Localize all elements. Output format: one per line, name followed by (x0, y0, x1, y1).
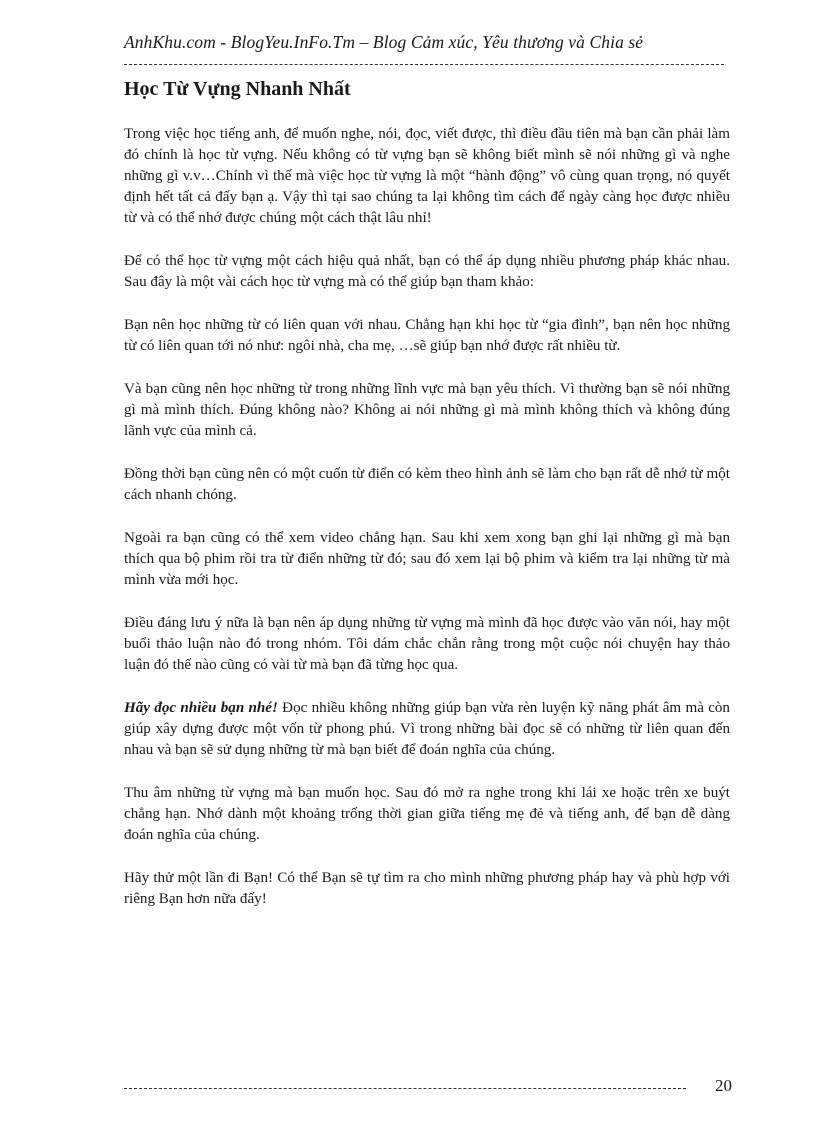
page-header: AnhKhu.com - BlogYeu.InFo.Tm – Blog Cảm xúc, Yêu thương và Chia sẻ (124, 32, 644, 52)
paragraph: Ngoài ra bạn cũng có thể xem video chẳng hạn. Sau khi xem xong bạn ghi lại những gì mà bạn thích qua bộ phim rồi tra từ điển những từ đó; sau đó xem lại bộ phim và kiểm tra lại những từ mà mình vừa mới học. (124, 530, 730, 588)
paragraph: Hãy thử một lần đi Bạn! Có thể Bạn sẽ tự tìm ra cho mình những phương pháp hay và phù hợp với riêng Bạn hơn nữa đấy! (124, 870, 730, 907)
paragraph: Điều đáng lưu ý nữa là bạn nên áp dụng những từ vựng mà mình đã học được vào văn nói, hay một buổi thảo luận nào đó trong nhóm. Tôi dám chắc chắn rằng trong một cuộc nói chuyện hay thảo luận đó thế nào cũng có vài từ mà bạn đã từng học qua. (124, 615, 730, 673)
paragraph-text: Đọc nhiều không những giúp bạn vừa rèn luyện kỹ năng phát âm mà còn giúp xây dựng được một vốn từ phong phú. Vì trong những bài đọc sẽ có những từ liên quan đến nhau và bạn sẽ sử dụng những từ mà bạn biết để đoán nghĩa của chúng. (124, 700, 730, 758)
paragraph: Bạn nên học những từ có liên quan với nhau. Chẳng hạn khi học từ “gia đình”, bạn nên học những từ có liên quan tới nó như: ngôi nhà, cha mẹ, …sẽ giúp bạn nhớ được rất nhiều từ. (124, 317, 730, 354)
highlight-paragraph (124, 698, 730, 761)
paragraph: Thu âm những từ vựng mà bạn muốn học. Sau đó mở ra nghe trong khi lái xe hoặc trên xe buýt chẳng hạn. Nhớ dành một khoảng trống thời gian giữa tiếng mẹ đẻ và tiếng anh, để bạn dễ dàng đoán nghĩa của chúng. (124, 785, 730, 843)
article-body (124, 124, 730, 932)
emphasis-text: Hãy đọc nhiều bạn nhé! (124, 700, 278, 716)
paragraph: Để có thể học từ vựng một cách hiệu quả nhất, bạn có thể áp dụng nhiều phương pháp khác nhau. Sau đây là một vài cách học từ vựng mà có thể giúp bạn tham khảo: (124, 253, 730, 290)
paragraph: Và bạn cũng nên học những từ trong những lĩnh vực mà bạn yêu thích. Vì thường bạn sẽ nói những gì mà mình thích. Đúng không nào? Không ai nói những gì mà mình không thích và không đúng lãnh vực của mình cả. (124, 381, 730, 439)
page-number: 20 (715, 1076, 732, 1095)
article-title: Học Từ Vựng Nhanh Nhất (124, 78, 351, 100)
footer-divider (124, 1088, 686, 1089)
paragraph: Đồng thời bạn cũng nên có một cuốn từ điển có kèm theo hình ảnh sẽ làm cho bạn rất dễ nhớ từ một cách nhanh chóng. (124, 466, 730, 503)
paragraph: Trong việc học tiếng anh, để muốn nghe, nói, đọc, viết được, thì điều đầu tiên mà bạn cần phải làm đó chính là học từ vựng. Nếu không có từ vựng bạn sẽ không biết mình sẽ nói những gì và nghe những gì v.v…Chính vì thế mà việc học từ vựng là một “hành động” vô cùng quan trọng, nó quyết định hết tất cả đấy bạn ạ. Vậy thì tại sao chúng ta lại không tìm cách để ngày càng học được nhiều từ và có thể nhớ được chúng một cách thật lâu nhỉ! (124, 126, 730, 226)
header-divider (124, 64, 724, 65)
